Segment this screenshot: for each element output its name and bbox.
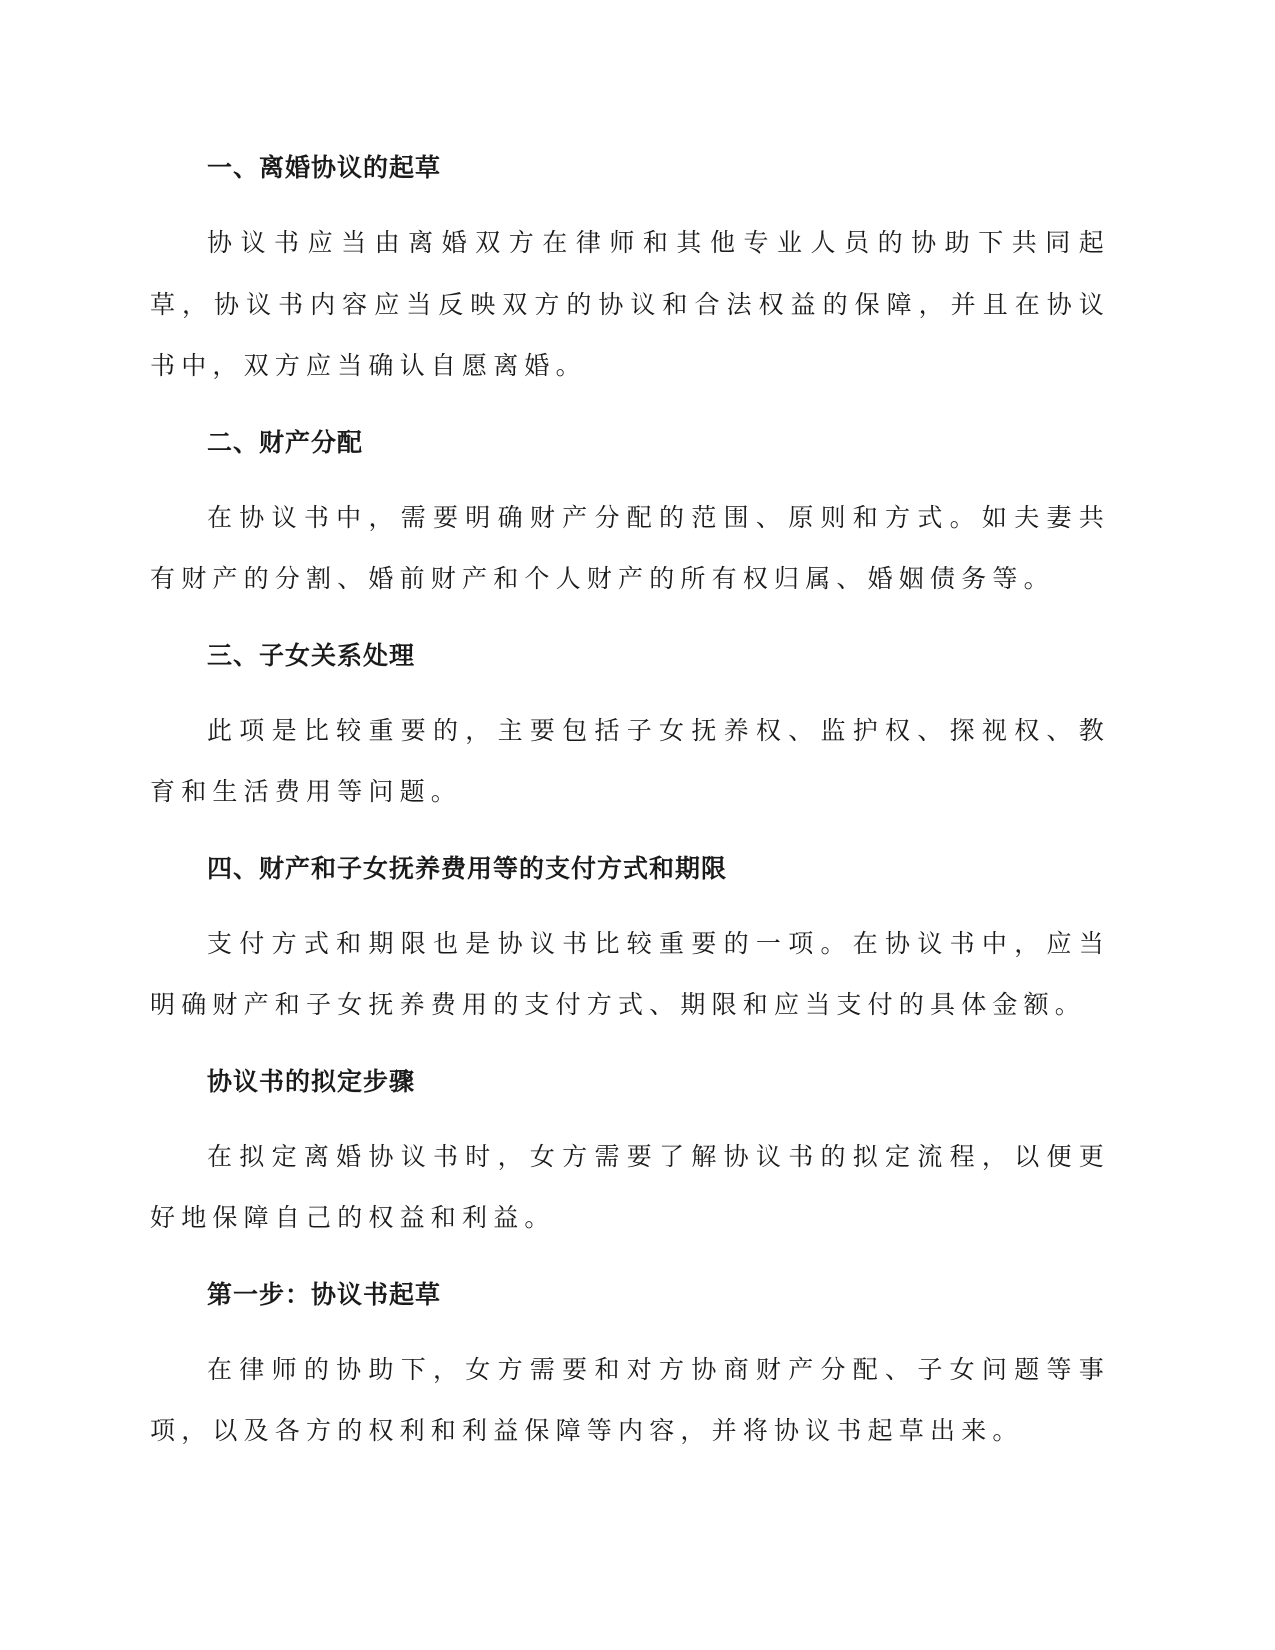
section-paragraph-property-division: 在协议书中，需要明确财产分配的范围、原则和方式。如夫妻共有财产的分割、婚前财产和个人财产的所有权归属、婚姻债务等。	[150, 502, 1110, 593]
section-paragraph-children: 此项是比较重要的，主要包括子女抚养权、监护权、探视权、教育和生活费用等问题。	[150, 715, 1110, 806]
section-paragraph-step-one: 在律师的协助下，女方需要和对方协商财产分配、子女问题等事项，以及各方的权利和利益保障等内容，并将协议书起草出来。	[150, 1354, 1110, 1445]
section-heading-steps: 协议书的拟定步骤	[207, 1066, 416, 1096]
section-paragraph-steps: 在拟定离婚协议书时，女方需要了解协议书的拟定流程，以便更好地保障自己的权益和利益。	[150, 1141, 1110, 1232]
section-heading-payment: 四、财产和子女抚养费用等的支付方式和期限	[207, 853, 728, 883]
document-body	[150, 138, 1110, 1462]
section-paragraph-payment: 支付方式和期限也是协议书比较重要的一项。在协议书中，应当明确财产和子女抚养费用的支付方式、期限和应当支付的具体金额。	[150, 928, 1110, 1019]
section-paragraph-drafting: 协议书应当由离婚双方在律师和其他专业人员的协助下共同起草，协议书内容应当反映双方的协议和合法权益的保障，并且在协议书中，双方应当确认自愿离婚。	[150, 228, 1110, 380]
section-heading-drafting: 一、离婚协议的起草	[207, 153, 442, 182]
section-heading-property-division: 二、财产分配	[207, 427, 364, 457]
section-heading-step-one: 第一步：协议书起草	[207, 1279, 442, 1309]
section-heading-children: 三、子女关系处理	[207, 640, 416, 670]
